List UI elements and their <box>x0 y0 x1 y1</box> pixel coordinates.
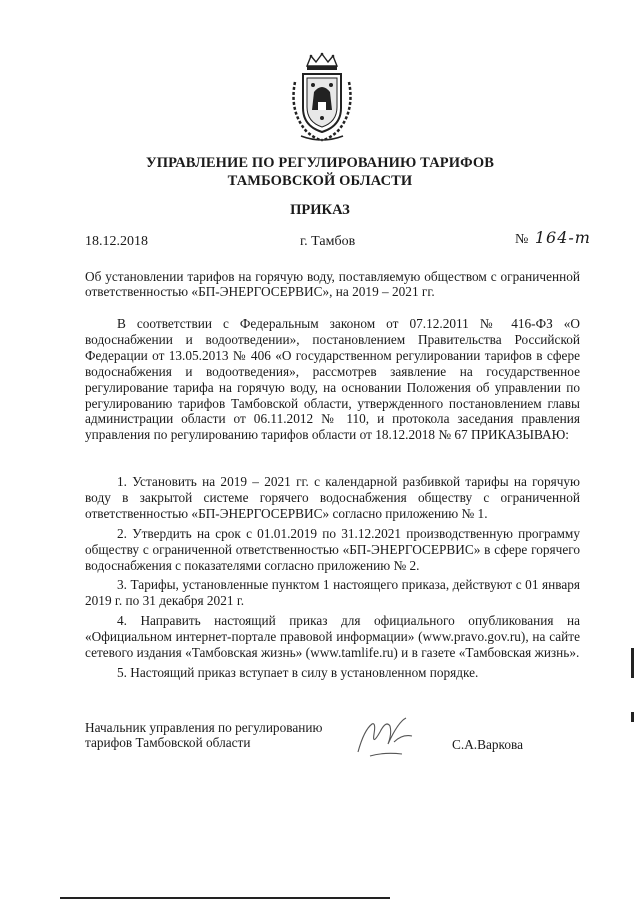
signer-position-line2: тарифов Тамбовской области <box>85 735 251 750</box>
number-label: № <box>515 232 529 247</box>
order-item: 3. Тарифы, установленные пунктом 1 настоящего приказа, действуют с 01 января 2019 г. по 31 декабря 2021 г. <box>85 577 580 609</box>
scan-edge-mark <box>631 712 634 722</box>
order-item: 1. Установить на 2019 – 2021 гг. с календарной разбивкой тарифы на горячую воду в закрытой системе горячего водоснабжения обществу с ограниченной ответственностью «БП-ЭНЕРГОСЕРВИС» согласно приложению № 1. <box>85 474 580 521</box>
organization-name-line2: ТАМБОВСКОЙ ОБЛАСТИ <box>227 173 413 189</box>
order-item: 4. Направить настоящий приказ для официального опубликования на «Официальном интернет-портале правовой информации» (www.pravo.gov.ru), на сайте сетевого издания «Тамбовская жизнь» (www.tamlife.ru) и в газете «Тамбовская жизнь». <box>85 613 580 661</box>
tambov-coat-of-arms-icon <box>287 52 357 144</box>
organization-name <box>60 154 580 190</box>
organization-name-line1: УПРАВЛЕНИЕ ПО РЕГУЛИРОВАНИЮ ТАРИФОВ <box>145 155 495 171</box>
scan-edge-mark <box>60 897 390 899</box>
document-city: г. Тамбов <box>300 234 356 249</box>
signer-position <box>85 720 365 750</box>
signer-name: С.А.Варкова <box>452 737 523 752</box>
handwritten-signature-icon <box>350 712 425 760</box>
document-number <box>515 228 591 248</box>
signer-position-line1: Начальник управления по регулированию <box>85 720 323 735</box>
document-type: ПРИКАЗ <box>290 202 350 218</box>
order-items <box>85 474 580 685</box>
document-date: 18.12.2018 <box>85 234 148 249</box>
order-item: 2. Утвердить на срок с 01.01.2019 по 31.12.2021 производственную программу обществу с ограниченной ответственностью «БП-ЭНЕРГОСЕРВИС» в сфере горячего водоснабжения с показателями согласно приложению № 2. <box>85 525 580 573</box>
scan-edge-mark <box>631 648 634 678</box>
number-handwritten: 164-т <box>534 228 591 247</box>
preamble-paragraph: В соответствии с Федеральным законом от 07.12.2011 № 416-ФЗ «О водоснабжении и водоотведении», постановлением Правительства Российской Федерации от 13.05.2013 № 406 «О государственном регулировании тарифов в сфере водоснабжения и водоотведения», рассмотрев заявление на государственное регулирование тарифа на горячую воду, на основании Положения об управлении по регулированию тарифов Тамбовской области, утвержденного постановлением главы администрации области от 06.11.2012 № 110, и протокола заседания правления управления по регулированию тарифов области от 18.12.2018 № 67 ПРИКАЗЫВАЮ: <box>85 316 580 443</box>
order-item: 5. Настоящий приказ вступает в силу в установленном порядке. <box>117 664 479 680</box>
document-subject: Об установлении тарифов на горячую воду, поставляемую обществом с ограниченной ответственностью «БП-ЭНЕРГОСЕРВИС», на 2019 – 2021 гг. <box>85 269 580 299</box>
